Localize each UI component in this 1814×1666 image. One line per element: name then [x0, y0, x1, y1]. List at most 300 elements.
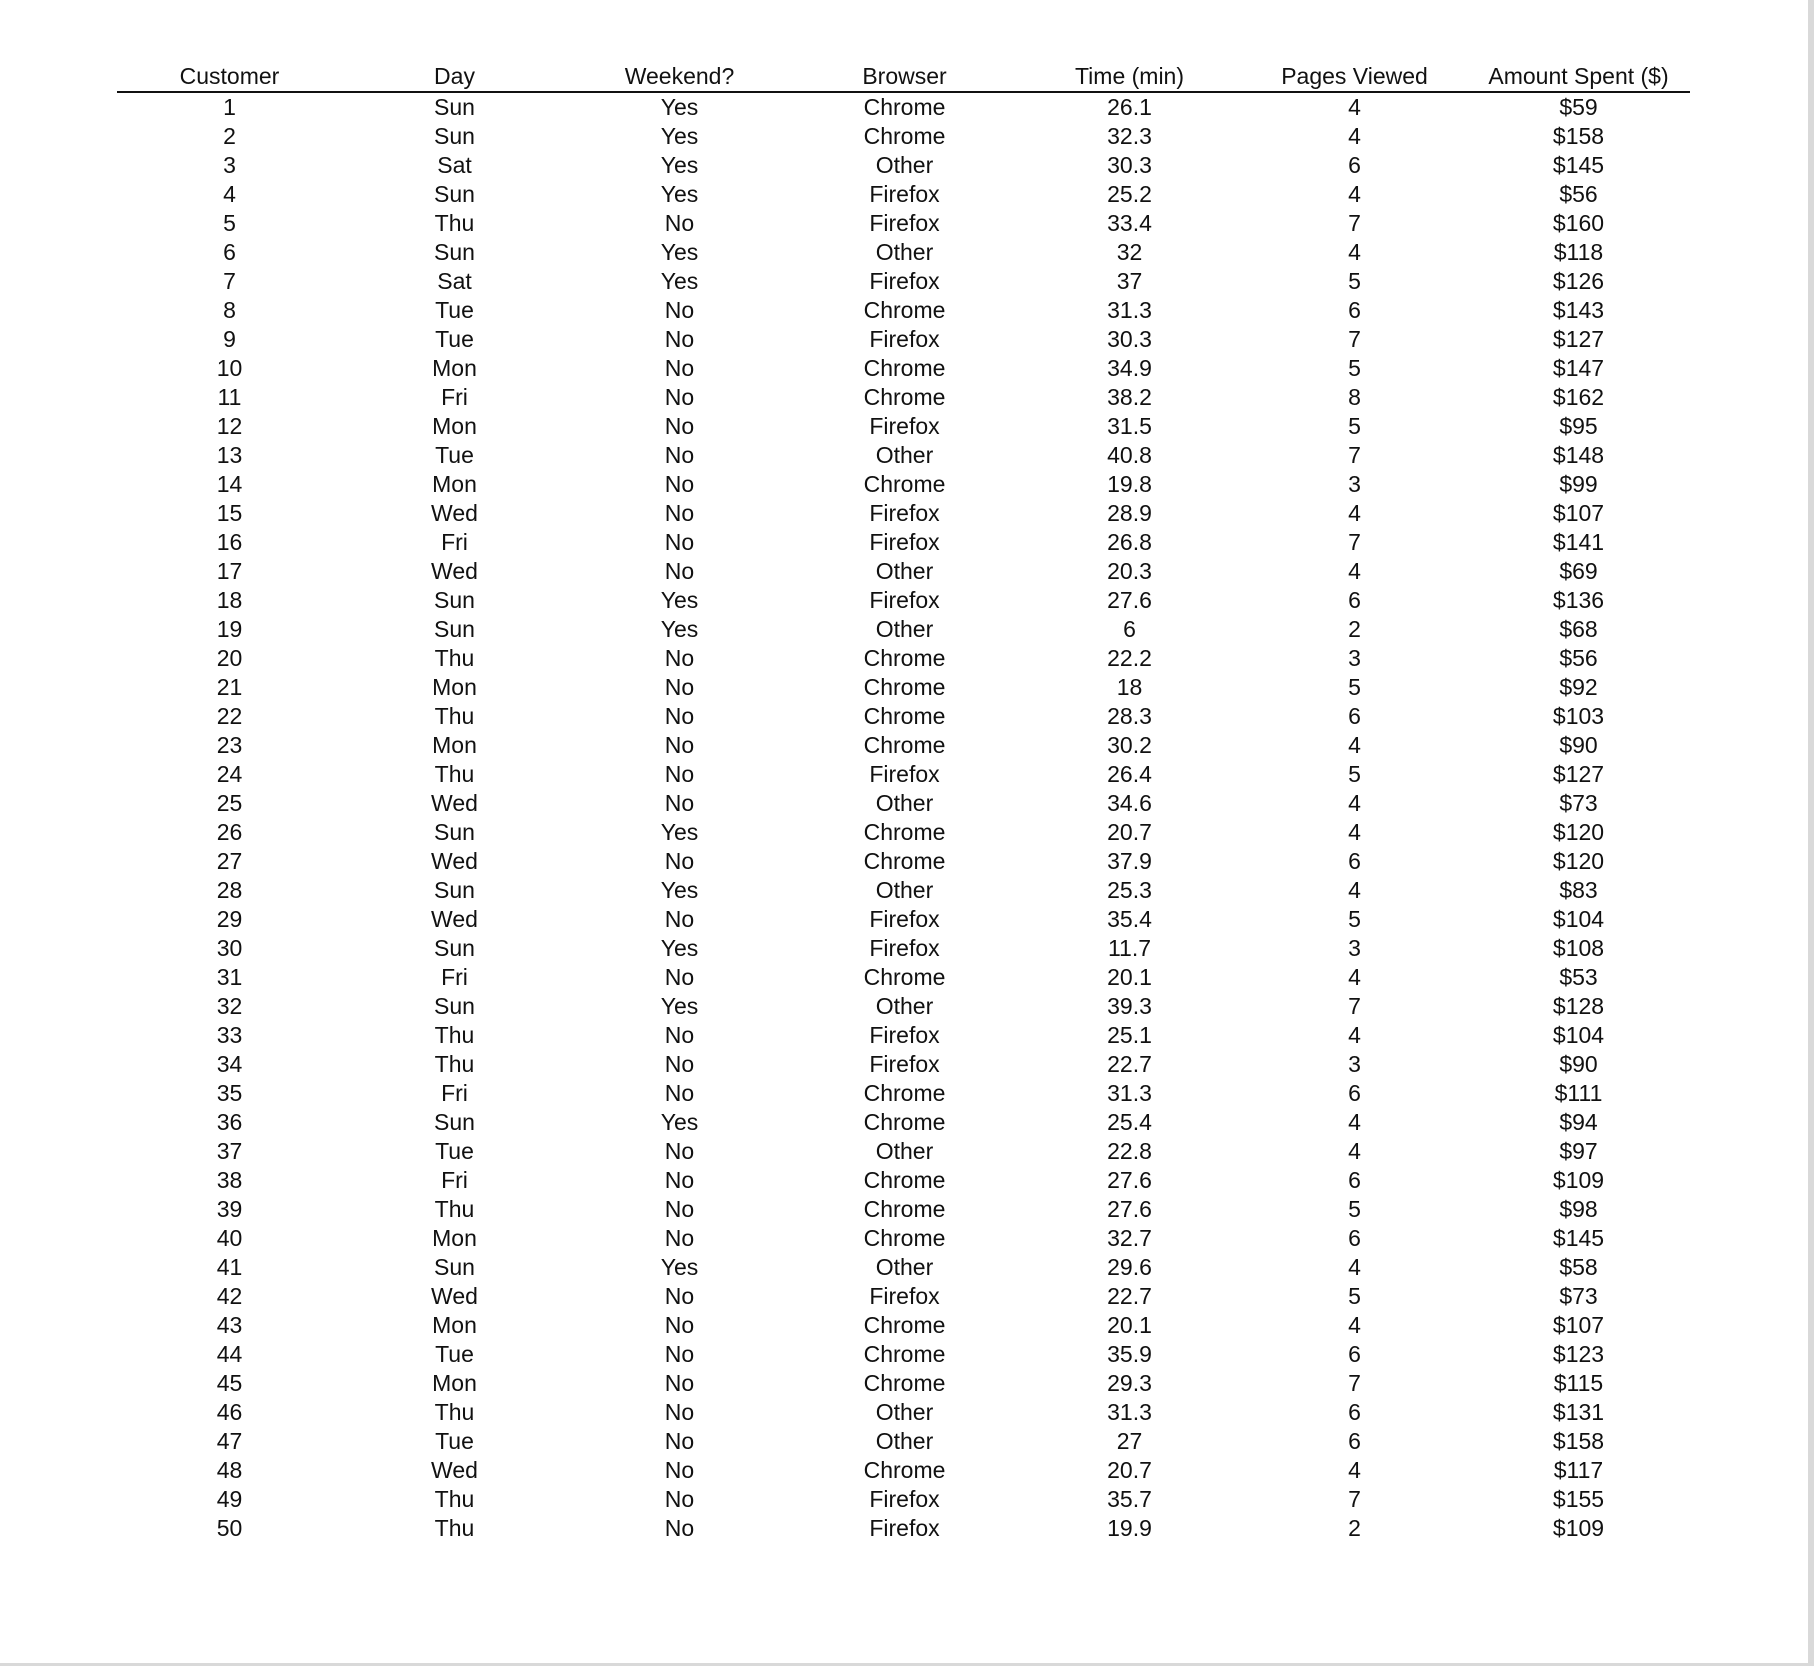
cell-browser: Chrome [863, 674, 946, 700]
cell-browser: Firefox [869, 1486, 940, 1512]
cell-browser: Firefox [869, 210, 940, 236]
cell-browser: Firefox [869, 1022, 940, 1048]
cell-time: 19.8 [1107, 471, 1152, 497]
cell-day: Thu [434, 645, 475, 671]
cell-amount-spent: $92 [1559, 674, 1598, 700]
cell-customer: 20 [216, 645, 243, 671]
cell-day: Fri [441, 529, 468, 555]
cell-weekend: Yes [660, 268, 699, 294]
table-row [117, 238, 1690, 267]
table-row [117, 876, 1690, 905]
cell-amount-spent: $109 [1552, 1515, 1605, 1541]
cell-time: 31.3 [1107, 1399, 1152, 1425]
cell-day: Sun [434, 877, 475, 903]
cell-time: 31.3 [1107, 297, 1152, 323]
table-row [117, 383, 1690, 412]
cell-customer: 15 [216, 500, 243, 526]
cell-customer: 18 [216, 587, 243, 613]
table-row [117, 92, 1690, 122]
cell-weekend: No [664, 848, 695, 874]
cell-customer: 25 [216, 790, 243, 816]
cell-amount-spent: $148 [1552, 442, 1605, 468]
cell-pages-viewed: 5 [1348, 1283, 1361, 1309]
table-row [117, 1456, 1690, 1485]
cell-amount-spent: $104 [1552, 906, 1605, 932]
cell-weekend: No [664, 1167, 695, 1193]
cell-pages-viewed: 6 [1348, 587, 1361, 613]
cell-time: 22.7 [1107, 1051, 1152, 1077]
cell-browser: Other [875, 442, 934, 468]
cell-pages-viewed: 4 [1348, 877, 1361, 903]
cell-amount-spent: $97 [1559, 1138, 1598, 1164]
cell-amount-spent: $123 [1552, 1341, 1605, 1367]
cell-weekend: No [664, 1283, 695, 1309]
cell-time: 37.9 [1107, 848, 1152, 874]
cell-pages-viewed: 2 [1348, 1515, 1361, 1541]
cell-day: Sun [434, 1254, 475, 1280]
cell-browser: Chrome [863, 1167, 946, 1193]
cell-day: Sun [434, 935, 475, 961]
cell-customer: 44 [216, 1341, 243, 1367]
cell-day: Wed [431, 790, 478, 816]
cell-time: 35.9 [1107, 1341, 1152, 1367]
cell-browser: Other [875, 1254, 934, 1280]
cell-time: 25.1 [1107, 1022, 1152, 1048]
cell-amount-spent: $73 [1559, 790, 1598, 816]
cell-amount-spent: $73 [1559, 1283, 1598, 1309]
cell-time: 31.3 [1107, 1080, 1152, 1106]
cell-pages-viewed: 8 [1348, 384, 1361, 410]
cell-customer: 16 [216, 529, 243, 555]
cell-time: 28.9 [1107, 500, 1152, 526]
cell-pages-viewed: 4 [1348, 790, 1361, 816]
cell-time: 20.7 [1107, 1457, 1152, 1483]
cell-customer: 3 [223, 152, 236, 178]
table-row [117, 1340, 1690, 1369]
cell-customer: 38 [216, 1167, 243, 1193]
cell-day: Mon [432, 1225, 477, 1251]
cell-weekend: Yes [660, 587, 699, 613]
cell-customer: 21 [216, 674, 243, 700]
cell-browser: Chrome [863, 384, 946, 410]
cell-time: 38.2 [1107, 384, 1152, 410]
cell-day: Sat [437, 152, 472, 178]
cell-day: Tue [435, 442, 474, 468]
cell-time: 37 [1116, 268, 1143, 294]
cell-browser: Other [875, 877, 934, 903]
cell-day: Mon [432, 1312, 477, 1338]
cell-browser: Firefox [869, 935, 940, 961]
cell-pages-viewed: 3 [1348, 471, 1361, 497]
cell-weekend: No [664, 906, 695, 932]
cell-weekend: Yes [660, 1109, 699, 1135]
cell-weekend: No [664, 703, 695, 729]
cell-time: 25.2 [1107, 181, 1152, 207]
cell-day: Mon [432, 413, 477, 439]
cell-browser: Firefox [869, 326, 940, 352]
cell-day: Sun [434, 993, 475, 1019]
cell-pages-viewed: 6 [1348, 1167, 1361, 1193]
cell-weekend: No [664, 471, 695, 497]
table-row [117, 151, 1690, 180]
cell-amount-spent: $147 [1552, 355, 1605, 381]
cell-pages-viewed: 4 [1348, 1312, 1361, 1338]
cell-weekend: No [664, 1196, 695, 1222]
cell-customer: 35 [216, 1080, 243, 1106]
table-row [117, 615, 1690, 644]
cell-browser: Firefox [869, 1515, 940, 1541]
cell-browser: Chrome [863, 123, 946, 149]
cell-weekend: No [664, 355, 695, 381]
cell-customer: 8 [223, 297, 236, 323]
cell-time: 34.6 [1107, 790, 1152, 816]
cell-weekend: No [664, 1399, 695, 1425]
cell-pages-viewed: 4 [1348, 123, 1361, 149]
cell-browser: Other [875, 790, 934, 816]
cell-customer: 49 [216, 1486, 243, 1512]
cell-day: Thu [434, 1022, 475, 1048]
cell-customer: 19 [216, 616, 243, 642]
table-row [117, 325, 1690, 354]
cell-browser: Chrome [863, 703, 946, 729]
cell-day: Sun [434, 94, 475, 120]
table-row [117, 992, 1690, 1021]
cell-amount-spent: $68 [1559, 616, 1598, 642]
cell-customer: 13 [216, 442, 243, 468]
cell-day: Thu [434, 761, 475, 787]
cell-customer: 24 [216, 761, 243, 787]
cell-time: 32.7 [1107, 1225, 1152, 1251]
cell-weekend: Yes [660, 181, 699, 207]
cell-weekend: No [664, 442, 695, 468]
table-row [117, 789, 1690, 818]
cell-customer: 33 [216, 1022, 243, 1048]
cell-browser: Firefox [869, 500, 940, 526]
cell-pages-viewed: 7 [1348, 993, 1361, 1019]
header-pages-viewed: Pages Viewed [1242, 62, 1467, 92]
cell-pages-viewed: 5 [1348, 268, 1361, 294]
cell-time: 20.1 [1107, 1312, 1152, 1338]
cell-amount-spent: $126 [1552, 268, 1605, 294]
header-day: Day [342, 62, 567, 92]
cell-pages-viewed: 5 [1348, 761, 1361, 787]
table-row [117, 470, 1690, 499]
cell-day: Thu [434, 1399, 475, 1425]
cell-time: 26.8 [1107, 529, 1152, 555]
cell-weekend: No [664, 1515, 695, 1541]
cell-pages-viewed: 4 [1348, 819, 1361, 845]
cell-time: 28.3 [1107, 703, 1152, 729]
table-row [117, 934, 1690, 963]
cell-day: Mon [432, 1370, 477, 1396]
cell-amount-spent: $118 [1553, 239, 1604, 265]
cell-time: 6 [1123, 616, 1136, 642]
cell-browser: Other [875, 558, 934, 584]
cell-amount-spent: $145 [1552, 1225, 1605, 1251]
cell-weekend: No [664, 1370, 695, 1396]
cell-customer: 6 [223, 239, 236, 265]
cell-customer: 47 [216, 1428, 243, 1454]
cell-customer: 34 [216, 1051, 243, 1077]
cell-browser: Firefox [869, 761, 940, 787]
cell-browser: Chrome [863, 94, 946, 120]
cell-pages-viewed: 4 [1348, 1457, 1361, 1483]
cell-customer: 43 [216, 1312, 243, 1338]
cell-browser: Chrome [863, 1370, 946, 1396]
cell-day: Sun [434, 587, 475, 613]
cell-customer: 31 [216, 964, 243, 990]
cell-customer: 50 [216, 1515, 243, 1541]
cell-customer: 36 [216, 1109, 243, 1135]
cell-amount-spent: $104 [1552, 1022, 1605, 1048]
cell-amount-spent: $94 [1559, 1109, 1598, 1135]
cell-amount-spent: $136 [1552, 587, 1605, 613]
cell-customer: 23 [216, 732, 243, 758]
cell-day: Tue [435, 326, 474, 352]
table-row [117, 1514, 1690, 1543]
cell-amount-spent: $158 [1552, 1428, 1605, 1454]
table-row [117, 1427, 1690, 1456]
cell-day: Wed [431, 1283, 478, 1309]
cell-weekend: Yes [660, 152, 699, 178]
cell-weekend: No [664, 1080, 695, 1106]
cell-pages-viewed: 4 [1348, 1138, 1361, 1164]
cell-customer: 30 [216, 935, 243, 961]
cell-customer: 9 [223, 326, 236, 352]
cell-browser: Other [875, 616, 934, 642]
cell-customer: 39 [216, 1196, 243, 1222]
cell-amount-spent: $141 [1552, 529, 1605, 555]
table-row [117, 1253, 1690, 1282]
cell-customer: 45 [216, 1370, 243, 1396]
cell-browser: Chrome [863, 732, 946, 758]
cell-amount-spent: $160 [1552, 210, 1605, 236]
cell-pages-viewed: 4 [1348, 239, 1361, 265]
cell-day: Mon [432, 471, 477, 497]
table-row [117, 1311, 1690, 1340]
table-row [117, 702, 1690, 731]
cell-time: 27.6 [1107, 1167, 1152, 1193]
cell-amount-spent: $120 [1552, 819, 1605, 845]
cell-time: 22.8 [1107, 1138, 1152, 1164]
cell-day: Wed [431, 848, 478, 874]
cell-time: 30.2 [1107, 732, 1152, 758]
cell-day: Mon [432, 732, 477, 758]
cell-day: Sun [434, 123, 475, 149]
cell-browser: Firefox [869, 587, 940, 613]
cell-pages-viewed: 6 [1348, 848, 1361, 874]
cell-pages-viewed: 4 [1348, 181, 1361, 207]
customer-data-table [117, 62, 1690, 1543]
cell-pages-viewed: 6 [1348, 1399, 1361, 1425]
cell-day: Wed [431, 1457, 478, 1483]
cell-amount-spent: $127 [1552, 326, 1605, 352]
cell-browser: Other [875, 152, 934, 178]
cell-weekend: No [664, 1341, 695, 1367]
cell-amount-spent: $69 [1559, 558, 1598, 584]
cell-pages-viewed: 6 [1348, 1080, 1361, 1106]
table-row [117, 963, 1690, 992]
cell-amount-spent: $143 [1552, 297, 1605, 323]
cell-pages-viewed: 4 [1348, 500, 1361, 526]
cell-pages-viewed: 5 [1348, 906, 1361, 932]
cell-day: Wed [431, 558, 478, 584]
cell-amount-spent: $53 [1559, 964, 1598, 990]
cell-day: Tue [435, 1138, 474, 1164]
cell-amount-spent: $98 [1559, 1196, 1598, 1222]
table-row [117, 267, 1690, 296]
cell-day: Mon [432, 674, 477, 700]
cell-browser: Firefox [869, 181, 940, 207]
cell-browser: Chrome [863, 848, 946, 874]
cell-time: 39.3 [1107, 993, 1152, 1019]
cell-amount-spent: $58 [1559, 1254, 1598, 1280]
header-amount-spent: Amount Spent ($) [1467, 62, 1690, 92]
cell-weekend: No [664, 326, 695, 352]
cell-amount-spent: $127 [1552, 761, 1605, 787]
cell-customer: 41 [216, 1254, 243, 1280]
cell-amount-spent: $120 [1552, 848, 1605, 874]
header-customer: Customer [117, 62, 342, 92]
table-row [117, 441, 1690, 470]
cell-weekend: No [664, 558, 695, 584]
cell-day: Wed [431, 500, 478, 526]
cell-customer: 46 [216, 1399, 243, 1425]
cell-browser: Firefox [869, 1283, 940, 1309]
cell-customer: 29 [216, 906, 243, 932]
cell-browser: Chrome [863, 471, 946, 497]
cell-pages-viewed: 6 [1348, 703, 1361, 729]
cell-amount-spent: $83 [1559, 877, 1598, 903]
cell-day: Wed [431, 906, 478, 932]
cell-amount-spent: $99 [1559, 471, 1598, 497]
cell-browser: Chrome [863, 964, 946, 990]
header-weekend: Weekend? [567, 62, 792, 92]
cell-browser: Chrome [863, 1196, 946, 1222]
cell-weekend: No [664, 761, 695, 787]
cell-time: 35.4 [1107, 906, 1152, 932]
table-row [117, 673, 1690, 702]
page-edge-right [1808, 0, 1814, 1666]
cell-amount-spent: $108 [1552, 935, 1605, 961]
cell-browser: Chrome [863, 645, 946, 671]
cell-weekend: Yes [660, 993, 699, 1019]
cell-weekend: No [664, 1138, 695, 1164]
cell-browser: Other [875, 239, 934, 265]
cell-time: 18 [1116, 674, 1143, 700]
cell-browser: Other [875, 1399, 934, 1425]
cell-customer: 40 [216, 1225, 243, 1251]
table-row [117, 586, 1690, 615]
cell-pages-viewed: 3 [1348, 645, 1361, 671]
cell-weekend: No [664, 790, 695, 816]
header-browser: Browser [792, 62, 1017, 92]
cell-weekend: Yes [660, 616, 699, 642]
cell-pages-viewed: 2 [1348, 616, 1361, 642]
cell-amount-spent: $131 [1552, 1399, 1605, 1425]
cell-day: Thu [434, 1515, 475, 1541]
cell-customer: 22 [216, 703, 243, 729]
table-row [117, 905, 1690, 934]
cell-time: 29.6 [1107, 1254, 1152, 1280]
table-body [117, 92, 1690, 1543]
cell-weekend: No [664, 384, 695, 410]
cell-weekend: Yes [660, 239, 699, 265]
cell-weekend: No [664, 1051, 695, 1077]
cell-day: Sat [437, 268, 472, 294]
cell-amount-spent: $56 [1559, 181, 1598, 207]
cell-day: Thu [434, 1051, 475, 1077]
table-row [117, 847, 1690, 876]
table-row [117, 731, 1690, 760]
cell-pages-viewed: 3 [1348, 1051, 1361, 1077]
cell-amount-spent: $107 [1552, 1312, 1605, 1338]
cell-time: 27 [1116, 1428, 1143, 1454]
cell-pages-viewed: 4 [1348, 94, 1361, 120]
cell-time: 22.2 [1107, 645, 1152, 671]
table-row [117, 1398, 1690, 1427]
cell-day: Sun [434, 239, 475, 265]
cell-time: 34.9 [1107, 355, 1152, 381]
cell-browser: Chrome [863, 355, 946, 381]
cell-customer: 5 [223, 210, 236, 236]
cell-browser: Firefox [869, 906, 940, 932]
cell-day: Fri [441, 384, 468, 410]
cell-browser: Chrome [863, 1109, 946, 1135]
cell-browser: Other [875, 993, 934, 1019]
table-row [117, 557, 1690, 586]
cell-time: 32 [1116, 239, 1143, 265]
cell-browser: Firefox [869, 529, 940, 555]
cell-customer: 37 [216, 1138, 243, 1164]
cell-weekend: Yes [660, 123, 699, 149]
cell-weekend: No [664, 964, 695, 990]
table-row [117, 1485, 1690, 1514]
table-row [117, 1224, 1690, 1253]
cell-browser: Chrome [863, 1312, 946, 1338]
cell-weekend: No [664, 645, 695, 671]
table-row [117, 1369, 1690, 1398]
table-row [117, 499, 1690, 528]
cell-amount-spent: $155 [1552, 1486, 1605, 1512]
cell-weekend: No [664, 1312, 695, 1338]
table-row [117, 760, 1690, 789]
cell-browser: Other [875, 1428, 934, 1454]
cell-day: Mon [432, 355, 477, 381]
cell-customer: 10 [216, 355, 243, 381]
cell-time: 20.7 [1107, 819, 1152, 845]
cell-time: 25.3 [1107, 877, 1152, 903]
cell-amount-spent: $109 [1552, 1167, 1605, 1193]
cell-customer: 42 [216, 1283, 243, 1309]
cell-browser: Firefox [869, 268, 940, 294]
cell-pages-viewed: 4 [1348, 1022, 1361, 1048]
cell-time: 40.8 [1107, 442, 1152, 468]
cell-time: 19.9 [1107, 1515, 1152, 1541]
cell-day: Tue [435, 297, 474, 323]
cell-time: 22.7 [1107, 1283, 1152, 1309]
cell-day: Tue [435, 1341, 474, 1367]
cell-weekend: No [664, 210, 695, 236]
cell-time: 32.3 [1107, 123, 1152, 149]
cell-customer: 48 [216, 1457, 243, 1483]
table-row [117, 1050, 1690, 1079]
cell-time: 33.4 [1107, 210, 1152, 236]
cell-weekend: Yes [660, 94, 699, 120]
cell-day: Thu [434, 703, 475, 729]
table-row [117, 412, 1690, 441]
cell-browser: Chrome [863, 297, 946, 323]
